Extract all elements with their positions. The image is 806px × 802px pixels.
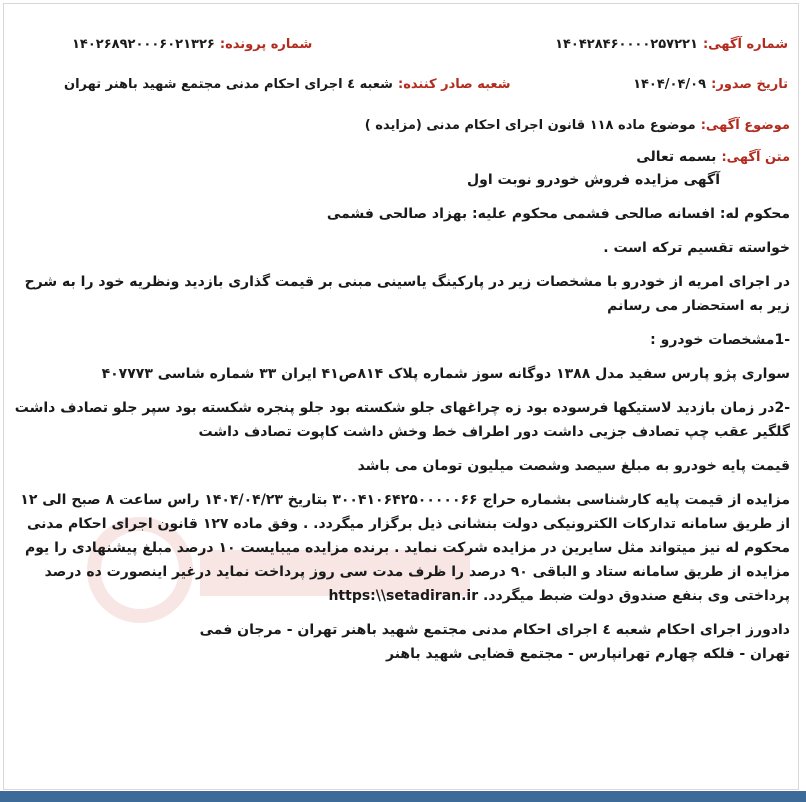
- setad-link[interactable]: https:\\setadiran.ir: [328, 588, 479, 604]
- parties-text: محکوم له: افسانه صالحی فشمی محکوم علیه: بهزاد صالحی فشمی: [326, 206, 790, 222]
- subject-value: موضوع ماده ۱۱۸ قانون اجرای احکام مدنی (مزایده ): [364, 118, 696, 133]
- ad-number-field: [555, 33, 790, 52]
- base-price-text: قیمت پایه خودرو به مبلغ سیصد وشصت میلیون تومان می باشد: [357, 458, 790, 474]
- auction-body: مزایده از قیمت پایه کارشناسی بشماره حراج ۳۰۰۴۱۰۶۴۲۵۰۰۰۰۰۶۶ بتاریخ ۱۴۰۴/۰۴/۲۳ راس ساعت ۸ صبح الی ۱۲ از طریق سامانه تدارکات الکترونیکی دولت بنشانی ذیل برگزار میگردد. . وفق ماده ۱۲۷ قانون اجرای احکام مدنی محکوم له نیز میتواند مثل سایرین در مزایده شرکت نماید . برنده مزایده میبایست ۱۰ درصد مبلغ پیشنهادی را یوم مزایده از طریق سامانه ستاد و الباقی ۹۰ درصد را ظرف مدت سی روز پرداخت نماید درغیر اینصورت ده درصد پرداختی وی بنفع صندوق دولت ضبط میگردد.: [20, 492, 790, 604]
- issue-date-value: ۱۴۰۴/۰۴/۰۹: [633, 76, 707, 92]
- subject-row: [14, 112, 790, 136]
- ad-title: آگهی مزایده فروش خودرو نوبت اول: [467, 172, 720, 188]
- issue-date-label: تاریخ صدور:: [711, 76, 788, 92]
- address-text: تهران - فلکه چهارم تهرانپارس - مجتمع قضایی شهید باهنر: [386, 646, 790, 662]
- inspection-text: -2در زمان بازدید لاستیکها فرسوده بود زه چراغهای جلو شکسته بود جلو پنجره شکسته بود سپر جلو تصادف داشت گلگیر عقب چپ تصادف جزیی داشت دور اطراف خط وخش داشت کاپوت تصادف داشت: [14, 400, 790, 440]
- officer-text: دادورز اجرای احکام شعبه ٤ اجرای احکام مدنی مجتمع شهید باهنر تهران - مرجان فمی: [199, 622, 790, 638]
- bottom-bar: [0, 791, 806, 802]
- case-number-field: [14, 33, 312, 52]
- subject-label: موضوع آگهی:: [700, 118, 790, 133]
- auction-text: [14, 488, 790, 608]
- issuer-label: شعبه صادر کننده:: [398, 76, 511, 92]
- ad-document: [14, 30, 790, 666]
- car-description: سواری پژو پارس سفید مدل ۱۳۸۸ دوگانه سوز شماره پلاک ۸۱۴ص۴۱ ایران ۳۳ شماره شاسی ۴۰۷۷۷۳: [101, 366, 790, 382]
- header-row-1: [14, 30, 790, 54]
- header-row-2: [14, 70, 790, 94]
- issuer-field: [14, 73, 511, 92]
- case-number-value: ۱۴۰۲۶۸۹۲۰۰۰۶۰۲۱۳۲۶: [72, 36, 215, 52]
- request-text: خواسته تقسیم ترکه است .: [603, 240, 790, 256]
- text-row: [14, 144, 790, 168]
- ad-number-value: ۱۴۰۴۲۸۴۶۰۰۰۰۲۵۷۲۲۱: [555, 36, 698, 52]
- case-number-label: شماره پرونده:: [219, 36, 313, 52]
- execution-text: در اجرای امریه از خودرو با مشخصات زیر در پارکینگ یاسینی مبنی بر قیمت گذاری بازدید ونظریه خود را به شرح زیر به استحضار می رسانم: [24, 274, 790, 314]
- issue-date-field: [633, 73, 790, 92]
- issuer-value: شعبه ٤ اجرای احکام مدنی مجتمع شهید باهنر تهران: [64, 76, 393, 92]
- specs-heading: -1مشخصات خودرو :: [650, 332, 790, 348]
- ad-number-label: شماره آگهی:: [702, 36, 788, 52]
- basmala: بسمه تعالی: [636, 149, 717, 165]
- text-label: متن آگهی:: [721, 150, 790, 165]
